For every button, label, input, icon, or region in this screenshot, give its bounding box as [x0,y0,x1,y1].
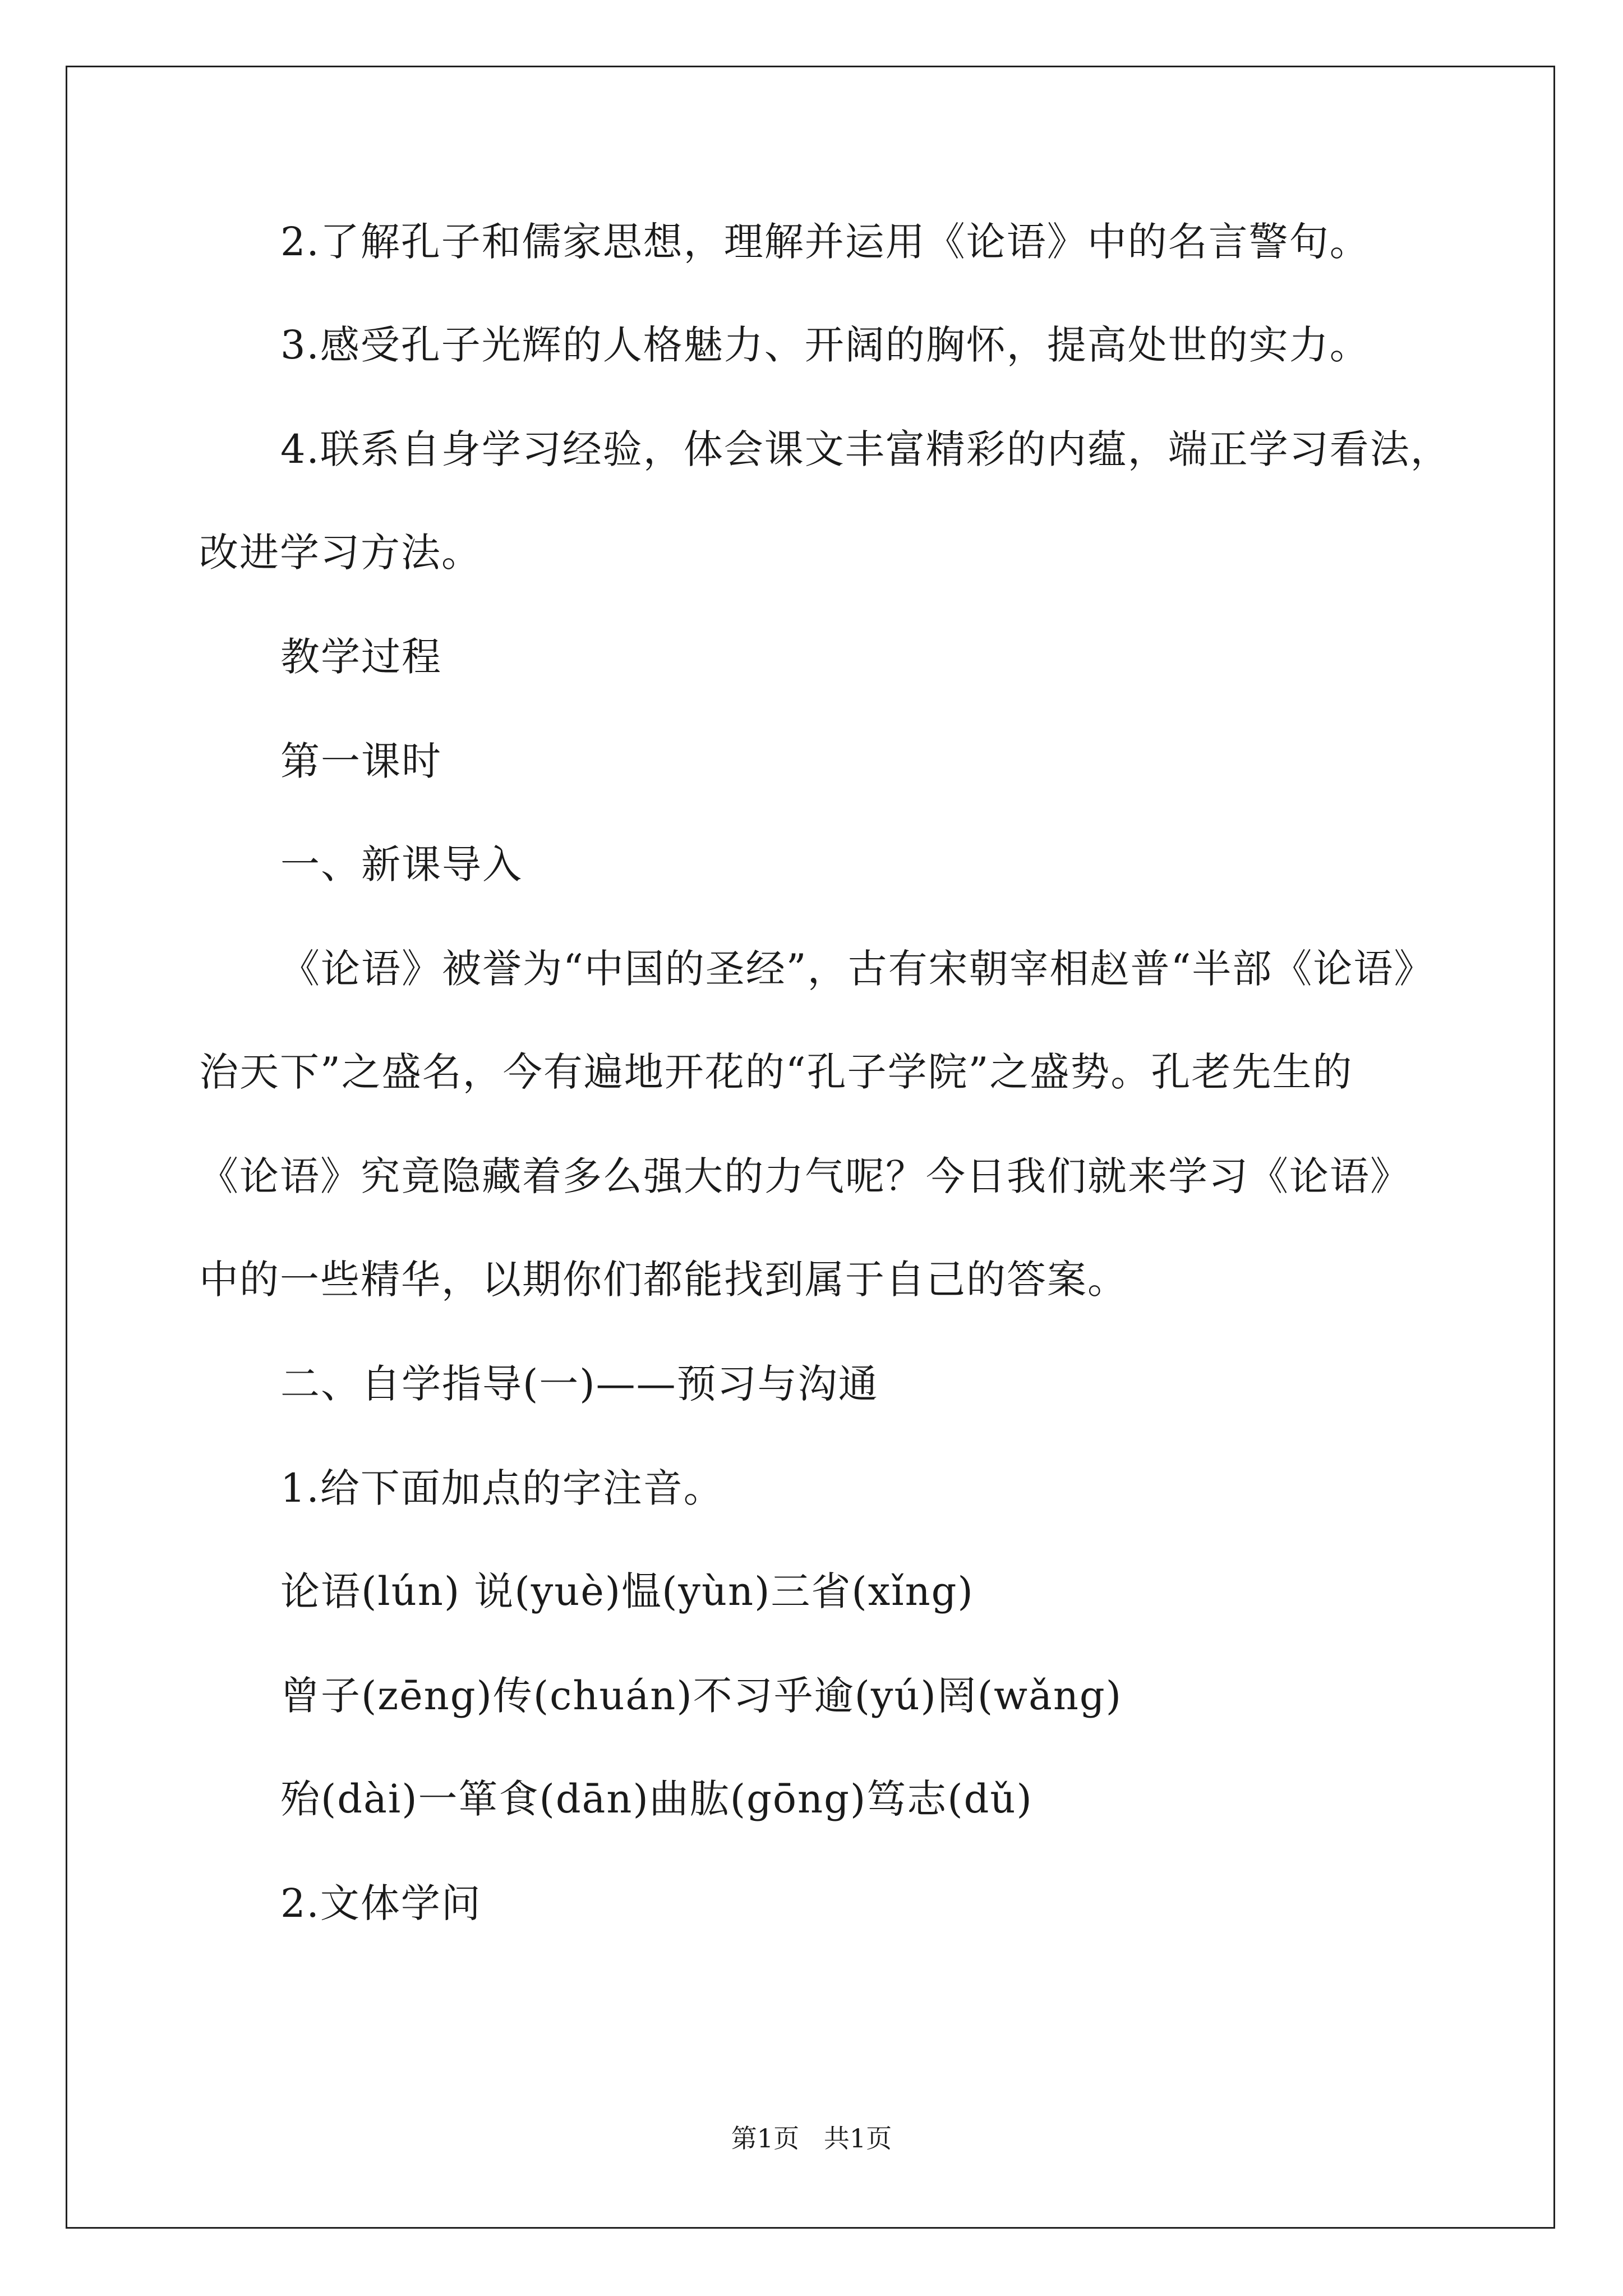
text-line: 中的一些精华，以期你们都能找到属于自己的答案。 [199,1257,1128,1303]
text-line: 《论语》究竟隐藏着多么强大的力气呢？今日我们就来学习《论语》 [199,1153,1410,1199]
text-line: 治天下”之盛名，今有遍地开花的“孔子学院”之盛势。孔老先生的 [199,1049,1353,1095]
text-line: 论语(lún) 说(yuè)愠(yùn)三省(xǐng) [280,1568,974,1614]
text-line: 3.感受孔子光辉的人格魅力、开阔的胸怀，提高处世的实力。 [280,322,1370,368]
section-heading: 二、自学指导(一)——预习与沟通 [280,1361,879,1407]
page-footer: 第1页 共1页 [731,2123,892,2154]
text-line: 2.文体学问 [280,1880,482,1926]
text-line: 曾子(zēng)传(chuán)不习乎逾(yú)罔(wǎng) [280,1673,1123,1719]
text-line: 《论语》被誉为“中国的圣经”，古有宋朝宰相赵普“半部《论语》 [280,946,1435,992]
text-line: 殆(dài)一箪食(dān)曲肱(gōng)笃志(dǔ) [280,1776,1033,1822]
section-heading: 第一课时 [280,738,442,784]
text-line: 改进学习方法。 [199,530,482,576]
text-line: 1.给下面加点的字注音。 [280,1465,724,1511]
section-heading: 一、新课导入 [280,841,523,887]
text-line: 4.联系自身学习经验，体会课文丰富精彩的内蕴，端正学习看法， [280,426,1451,472]
section-heading: 教学过程 [280,634,442,680]
text-line: 2.了解孔子和儒家思想，理解并运用《论语》中的名言警句。 [280,219,1370,265]
